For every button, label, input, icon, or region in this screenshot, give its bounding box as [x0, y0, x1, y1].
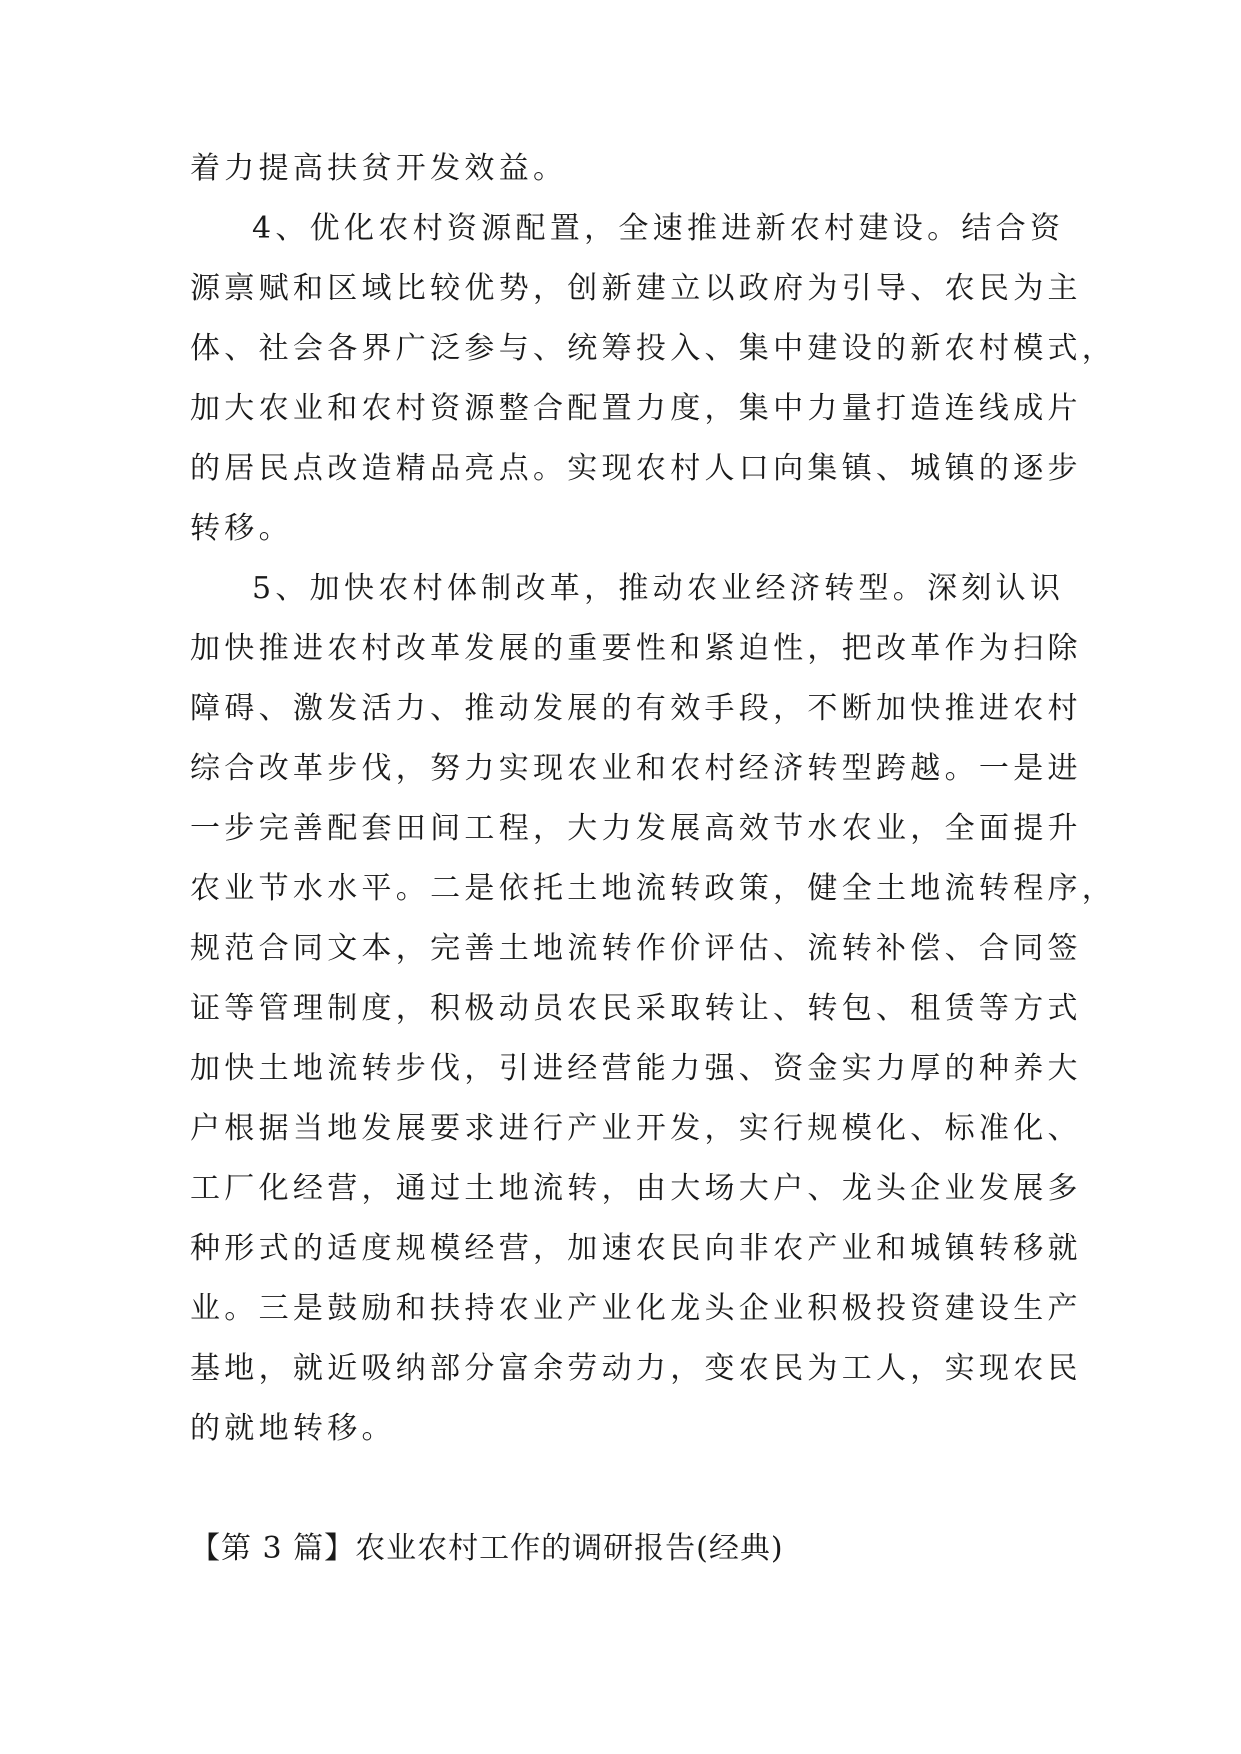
paragraph-line: 农业节水水平。二是依托土地流转政策，健全土地流转程序，: [190, 871, 1117, 906]
paragraph-line: 5、加快农村体制改革，推动农业经济转型。深刻认识: [252, 571, 1065, 606]
paragraph-line: 工厂化经营，通过土地流转，由大场大户、龙头企业发展多: [190, 1171, 1082, 1206]
paragraph-line: 障碍、激发活力、推动发展的有效手段，不断加快推进农村: [190, 691, 1082, 726]
paragraph-line: 加快土地流转步伐，引进经营能力强、资金实力厚的种养大: [190, 1051, 1082, 1086]
paragraph-line: 业。三是鼓励和扶持农业产业化龙头企业积极投资建设生产: [190, 1291, 1082, 1326]
paragraph-line: 证等管理制度，积极动员农民采取转让、转包、租赁等方式: [190, 991, 1082, 1026]
paragraph-line: 户根据当地发展要求进行产业开发，实行规模化、标准化、: [190, 1111, 1082, 1146]
paragraph-line: 的就地转移。: [190, 1411, 396, 1446]
paragraph-line: 的居民点改造精品亮点。实现农村人口向集镇、城镇的逐步: [190, 451, 1082, 486]
paragraph-line: 着力提高扶贫开发效益。: [190, 151, 568, 186]
paragraph-line: 一步完善配套田间工程，大力发展高效节水农业，全面提升: [190, 811, 1082, 846]
paragraph-line: 基地，就近吸纳部分富余劳动力，变农民为工人，实现农民: [190, 1351, 1082, 1386]
paragraph-line: 加大农业和农村资源整合配置力度，集中力量打造连线成片: [190, 391, 1082, 426]
paragraph-line: 4、优化农村资源配置，全速推进新农村建设。结合资: [252, 211, 1065, 246]
section-heading: 【第 3 篇】农业农村工作的调研报告(经典): [190, 1531, 784, 1566]
paragraph-line: 规范合同文本，完善土地流转作价评估、流转补偿、合同签: [190, 931, 1082, 966]
paragraph-line: 种形式的适度规模经营，加速农民向非农产业和城镇转移就: [190, 1231, 1082, 1266]
paragraph-line: 体、社会各界广泛参与、统筹投入、集中建设的新农村模式，: [190, 331, 1117, 366]
paragraph-line: 源禀赋和区域比较优势，创新建立以政府为引导、农民为主: [190, 271, 1082, 306]
paragraph-line: 综合改革步伐，努力实现农业和农村经济转型跨越。一是进: [190, 751, 1082, 786]
paragraph-line: 加快推进农村改革发展的重要性和紧迫性，把改革作为扫除: [190, 631, 1082, 666]
paragraph-line: 转移。: [190, 511, 293, 546]
